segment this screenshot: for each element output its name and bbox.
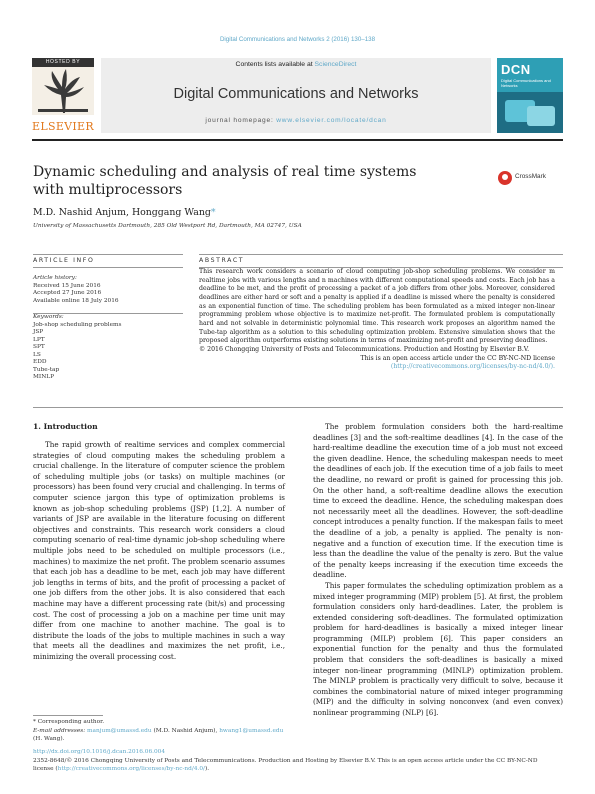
footer-license-prefix: license (: [33, 766, 58, 773]
keyword: EDD: [33, 359, 47, 365]
footnote-rule: [33, 715, 103, 716]
abstract-license-link[interactable]: (http://creativecommons.org/licenses/by-nc-nd/4.0/).: [390, 363, 555, 371]
cover-subtitle: Digital Communications and Networks: [501, 78, 551, 88]
title-line-1: Dynamic scheduling and analysis of real time systems: [33, 164, 417, 180]
page-footer: [33, 748, 563, 774]
corresponding-author-mark[interactable]: *: [210, 207, 216, 218]
body-column-right: [313, 422, 563, 719]
history-accepted: Accepted 27 June 2016: [33, 290, 102, 296]
homepage-line: [101, 117, 491, 124]
cover-image: [497, 92, 563, 133]
corresponding-author-note: * Corresponding author.: [33, 719, 105, 725]
cover-abbrev: DCN: [501, 62, 531, 77]
email-label: E-mail addresses:: [33, 727, 88, 734]
footer-license-line: [33, 765, 563, 774]
hosted-by-label: HOSTED BY: [32, 58, 94, 67]
keyword: LPT: [33, 336, 45, 343]
homepage-link[interactable]: www.elsevier.com/locate/dcan: [276, 117, 387, 124]
issn-line: 2352-8648/© 2016 Chongqing University of Posts and Telecommunications. Production and Hosting by Elsevier B.V. This is an open access article under the CC BY-NC-ND: [33, 757, 538, 764]
authors-names: M.D. Nashid Anjum, Honggang Wang: [33, 207, 211, 218]
article-title: [33, 164, 453, 199]
header-rule: [32, 139, 563, 141]
article-info-top-rule: [33, 254, 183, 255]
keyword: Tube-tap: [33, 366, 60, 373]
email-name-2: (H. Wang).: [33, 736, 65, 743]
journal-name: Digital Communications and Networks: [173, 86, 419, 102]
paragraph: This paper formulates the scheduling optimization problem as a mixed integer programming (MIP) problem [5]. At first, the problem formulation considers only hard-deadlines. Later, the problem is extended considering soft-deadlines. The formulated optimization problem for hard-deadlines is basically a mixed integer linear programming (MILP) problem [6]. This paper considers an exponential function for the penalty and thus the formulated problem that considers the soft-deadlines is basically a mixed integer non-linear programming (MINLP) optimization problem. The MINLP problem is practically very difficult to solve, because it combines the combinatorial nature of mixed integer programming (MIP) and the difficulty in solving nonconvex (and even convex) nonlinear programming (NLP) [6].: [313, 580, 563, 718]
journal-citation[interactable]: Digital Communications and Networks 2 (2016) 130–138: [219, 36, 376, 43]
crossmark-badge[interactable]: [498, 170, 568, 188]
keywords-label: Keywords:: [33, 314, 64, 320]
article-info-heading: ARTICLE INFO: [33, 257, 95, 264]
email-line: [33, 727, 285, 744]
contents-prefix: Contents lists available at: [235, 61, 315, 68]
abstract-license: This is an open access article under the CC BY-NC-ND license: [360, 354, 555, 362]
email-link-1[interactable]: manjum@umassd.edu: [87, 727, 152, 734]
keyword: SPT: [33, 344, 45, 350]
paragraph: The rapid growth of realtime services and complex commercial strategies of cloud computing makes the scheduling problem a crucial challenge. In the literature of computer science the problem of scheduling multiple jobs (or tasks) on multiple machines (or processors) has been found very crucial and challenging. In terms of computer science jargon this type of optimization problems is known as job-shop scheduling problems (JSP) [1,2]. A number of variants of JSP are available in the literature focusing on different objectives and constraints. This research work considers a cloud computing scenario of real-time dynamic job-shop scheduling where multiple jobs need to be scheduled on multiple processors (i.e., machines) to maximize the net profit. The problem scenario assumes that each job has a deadline to be met, each job may have different job lengths in terms of bits, and the profit of processing a packet of one job differs from the other jobs. It is also considered that each machine may have a different processing rate (bit/s) and processing cost. The cost of processing a job on a machine per time unit may differ from one machine to another machine. The goal is to distribute the loads of the jobs to multiple machines in such a way that meets all the deadlines and maximizes the net profit, i.e., minimizing the overall processing cost.: [33, 440, 285, 661]
elsevier-tree-icon: [32, 67, 94, 115]
abstract-top-rule: [199, 254, 563, 255]
body-column-left: [33, 440, 285, 662]
homepage-prefix: journal homepage:: [205, 117, 277, 124]
elsevier-logo[interactable]: [32, 58, 94, 133]
abstract-text: This research work considers a scenario of cloud computing job-shop scheduling problems. We consider m realtime jobs with various lengths and n machines with different computational speeds and costs. Each job has a deadline to be met, and the profit of processing a packet of a job differs from other jobs. Moreover, considered deadlines are either hard or soft and a penalty is applied if a deadline is missed where the penalty is considered as an exponential function of time. The scheduling problem has been formulated as a mixed integer non-linear programming problem whose objective is to maximize net-profit. The formulated problem is computationally hard and not solvable in deterministic polynomial time. This research work proposes an algorithm named the Tube-tap algorithm as a solution to this scheduling optimization problem. Extensive simulation shows that the proposed algorithm outperforms existing solutions in terms of maximizing net-profit and preserving deadlines.: [199, 268, 555, 345]
history-label: Article history:: [33, 275, 77, 281]
affiliation: University of Massachusetts Dartmouth, 285 Old Westport Rd, Dartmouth, MA 02747, USA: [33, 223, 302, 229]
article-info: [33, 275, 173, 382]
footnote: [33, 718, 285, 744]
journal-header: [101, 58, 491, 133]
contents-line: [101, 61, 491, 68]
doi-link[interactable]: http://dx.doi.org/10.1016/j.dcan.2016.06.004: [33, 749, 166, 755]
keyword: Job-shop scheduling problems: [33, 321, 122, 328]
footer-license-suffix: ).: [205, 766, 210, 773]
history-received: Received 15 June 2016: [33, 282, 101, 289]
abstract-copyright: © 2016 Chongqing University of Posts and Telecommunications. Production and Hosting by Elsevier B.V.: [199, 345, 530, 353]
history-online: Available online 18 July 2016: [33, 297, 119, 304]
keyword: JSP: [33, 329, 44, 335]
email-name-1: (M.D. Nashid Anjum),: [151, 727, 218, 734]
elsevier-wordmark: ELSEVIER: [32, 120, 94, 133]
article-info-rule: [33, 267, 183, 268]
paragraph: The problem formulation considers both the hard-realtime deadlines [3] and the soft-realtime deadlines [4]. In the case of the hard-realtime deadline the execution time of a job must not exceed the given deadline. Hence, the scheduling makespan needs to meet the deadlines of each job. If the execution time of a job fails to meet the deadline, no reward or profit is gained for processing this job. On the other hand, a soft-realtime deadline allows the execution time to exceed the deadline. Hence, the scheduling makespan does not necessarily meet all the deadlines. However, the soft-deadline concept introduces a penalty function. If the makespan fails to meet the deadline of a job, a penalty is applied. The penalty is non-negative and a function of execution time. If the execution time is less than the deadline the value of the penalty is zero. But the value of the penalty keeps increasing if the execution time exceeds the deadline.: [313, 422, 563, 580]
footer-license-link[interactable]: http://creativecommons.org/licenses/by-nc-nd/4.0/: [57, 766, 205, 773]
keyword: LS: [33, 351, 41, 358]
sciencedirect-link[interactable]: ScienceDirect: [314, 61, 357, 68]
email-link-2[interactable]: hwang1@umassd.edu: [219, 727, 284, 734]
abstract-body: [199, 268, 555, 372]
body-rule: [33, 407, 563, 408]
crossmark-label: CrossMark: [515, 173, 546, 180]
section-heading-introduction: 1. Introduction: [33, 422, 98, 431]
title-line-2: with multiprocessors: [33, 181, 183, 198]
crossmark-icon: [498, 171, 512, 185]
author-list: [33, 207, 216, 218]
journal-cover[interactable]: [497, 58, 563, 133]
abstract-heading: ABSTRACT: [199, 257, 245, 264]
keyword: MINLP: [33, 374, 55, 380]
